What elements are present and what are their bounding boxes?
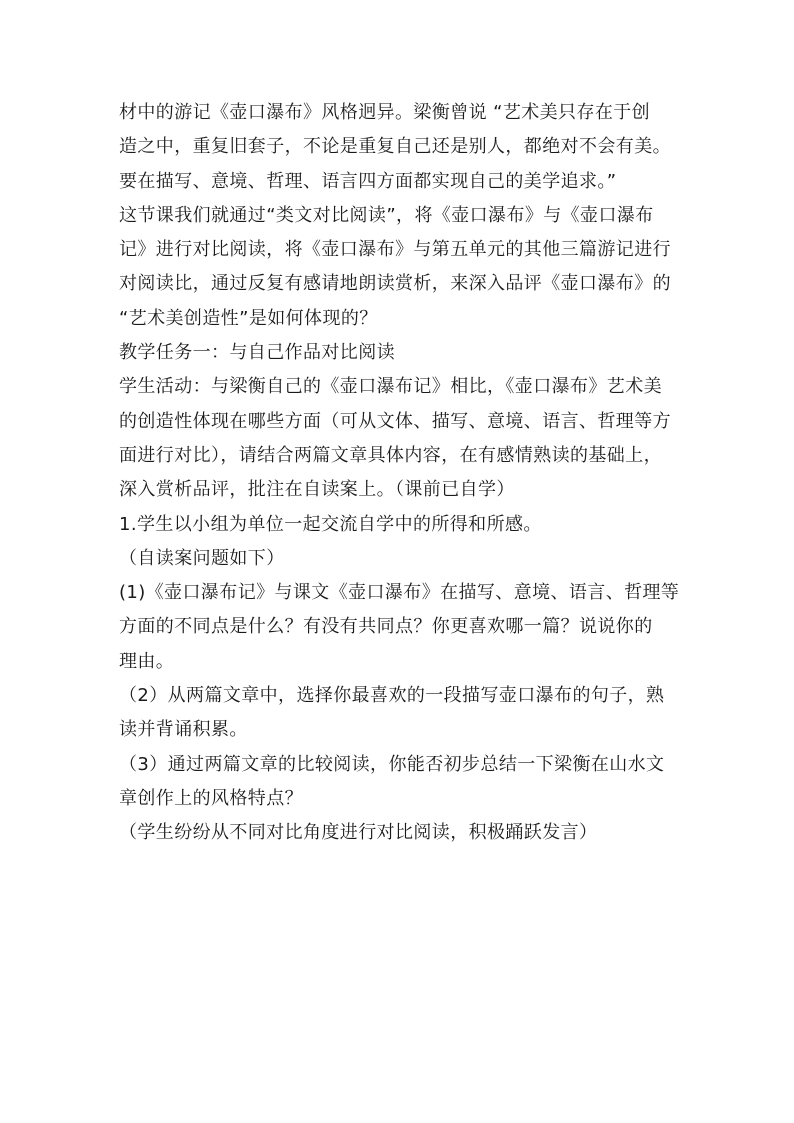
text-line: （学生纷纷从不同对比角度进行对比阅读，积极踊跃发言） (119, 822, 598, 844)
section-heading: 教学任务一：与自己作品对比阅读 (119, 342, 395, 364)
question-item: (1)《壶口瀑布记》与课文《壶口瀑布》在描写、意境、语言、哲理等 (119, 582, 680, 604)
text-line: 读并背诵积累。 (119, 719, 248, 741)
text-line: 要在描写、意境、哲理、语言四方面都实现自己的美学追求。” (119, 170, 617, 192)
text-line: 学生活动：与梁衡自己的《壶口瀑布记》相比，《壶口瀑布》艺术美 (119, 376, 662, 398)
text-line: 深入赏析品评，批注在自读案上。（课前已自学） (119, 479, 515, 501)
list-item: 1.学生以小组为单位一起交流自学中的所得和所感。 (119, 513, 542, 535)
text-line: 方面的不同点是什么？有没有共同点？你更喜欢哪一篇？说说你的 (119, 616, 653, 638)
question-item: （2）从两篇文章中，选择你最喜欢的一段描写壶口瀑布的句子，熟 (119, 685, 665, 707)
question-item: （3）通过两篇文章的比较阅读，你能否初步总结一下梁衡在山水文 (119, 753, 665, 775)
text-line: 面进行对比），请结合两篇文章具体内容，在有感情熟读的基础上， (119, 444, 662, 466)
text-line: 的创造性体现在哪些方面（可从文体、描写、意境、语言、哲理等方 (119, 410, 671, 432)
text-line: 材中的游记《壶口瀑布》风格迥异。梁衡曾说 “艺术美只存在于创 (119, 102, 651, 123)
text-line: 理由。 (119, 650, 175, 672)
text-line: 对阅读比，通过反复有感请地朗读赏析，来深入品评《壶口瀑布》的 (119, 273, 671, 295)
text-line: 章创作上的风格特点？ (119, 787, 303, 809)
text-line: 记》进行对比阅读，将《壶口瀑布》与第五单元的其他三篇游记进行 (119, 239, 671, 261)
document-body (119, 96, 689, 851)
text-line: 这节课我们就通过“类文对比阅读”，将《壶口瀑布》与《壶口瀑布 (119, 204, 654, 226)
text-line: 造之中，重复旧套子，不论是重复自己还是别人，都绝对不会有美。 (119, 136, 671, 158)
text-line: “艺术美创造性”是如何体现的？ (119, 307, 378, 329)
text-line: （自读案问题如下） (119, 547, 285, 569)
